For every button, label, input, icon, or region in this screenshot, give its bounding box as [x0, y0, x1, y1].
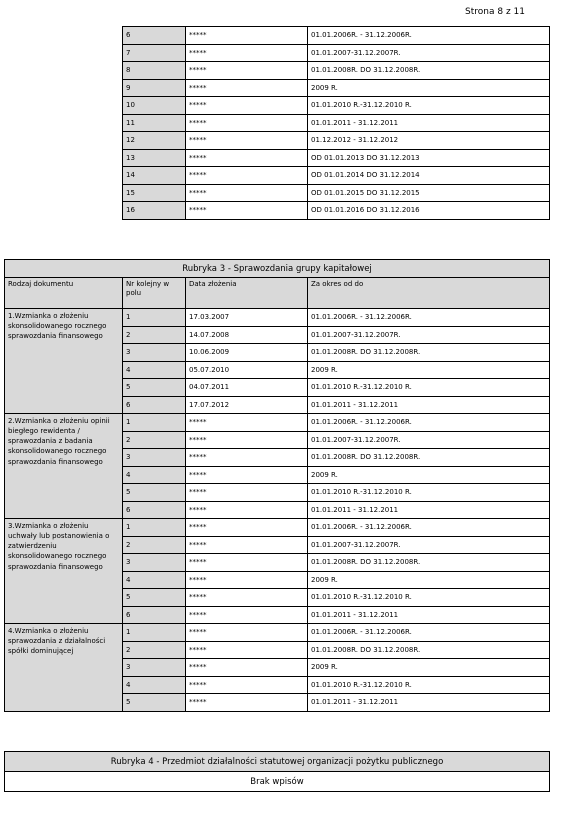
- row-number-cell: 1: [123, 309, 186, 327]
- date-cell: *****: [186, 27, 308, 45]
- row-number-cell: 5: [123, 694, 186, 712]
- date-cell: *****: [186, 466, 308, 484]
- date-cell: *****: [186, 114, 308, 132]
- period-cell: 01.01.2006R. - 31.12.2006R.: [308, 309, 550, 327]
- rubryka-3-title-row: [5, 260, 550, 278]
- date-cell: *****: [186, 676, 308, 694]
- document-type-cell: 1.Wzmianka o złożeniu skonsolidowanego rocznego sprawozdania finansowego: [5, 309, 123, 414]
- rubryka-4-content-row: [5, 772, 550, 792]
- row-number-cell: 6: [123, 396, 186, 414]
- period-cell: 01.01.2011 - 31.12.2011: [308, 396, 550, 414]
- table-row: [123, 27, 550, 45]
- row-number-cell: 3: [123, 554, 186, 572]
- date-cell: *****: [186, 694, 308, 712]
- row-number-cell: 6: [123, 501, 186, 519]
- date-cell: *****: [186, 571, 308, 589]
- period-cell: OD 01.01.2013 DO 31.12.2013: [308, 149, 550, 167]
- row-number-cell: 4: [123, 571, 186, 589]
- period-cell: 01.01.2006R. - 31.12.2006R.: [308, 519, 550, 537]
- date-cell: *****: [186, 484, 308, 502]
- rubryka-4-title: Rubryka 4 - Przedmiot działalności statutowej organizacji pożytku publicznego: [5, 752, 550, 772]
- period-cell: 01.01.2008R. DO 31.12.2008R.: [308, 641, 550, 659]
- table-row: [123, 184, 550, 202]
- row-number-cell: 14: [123, 167, 186, 185]
- date-cell: *****: [186, 659, 308, 677]
- document-type-cell: 4.Wzmianka o złożeniu sprawozdania z działalności spółki dominującej: [5, 624, 123, 712]
- continuation-table: [122, 26, 550, 220]
- page-number: Strona 8 z 11: [465, 7, 525, 17]
- row-number-cell: 2: [123, 326, 186, 344]
- date-cell: 05.07.2010: [186, 361, 308, 379]
- row-number-cell: 2: [123, 641, 186, 659]
- date-cell: *****: [186, 589, 308, 607]
- rubryka-3-header-row: [5, 278, 550, 309]
- date-cell: 10.06.2009: [186, 344, 308, 362]
- date-cell: 04.07.2011: [186, 379, 308, 397]
- date-cell: *****: [186, 62, 308, 80]
- period-cell: 01.01.2006R. - 31.12.2006R.: [308, 414, 550, 432]
- period-cell: 01.01.2008R. DO 31.12.2008R.: [308, 554, 550, 572]
- period-cell: 01.01.2006R. - 31.12.2006R.: [308, 27, 550, 45]
- period-cell: OD 01.01.2016 DO 31.12.2016: [308, 202, 550, 220]
- table-row: [5, 624, 550, 642]
- table-row: [123, 149, 550, 167]
- table-row: [123, 44, 550, 62]
- table-row: [123, 97, 550, 115]
- table-row: [5, 309, 550, 327]
- row-number-cell: 9: [123, 79, 186, 97]
- row-number-cell: 5: [123, 379, 186, 397]
- period-cell: 2009 R.: [308, 659, 550, 677]
- table-row: [5, 519, 550, 537]
- date-cell: *****: [186, 431, 308, 449]
- rubryka-4-content: Brak wpisów: [5, 772, 550, 792]
- date-cell: *****: [186, 501, 308, 519]
- row-number-cell: 2: [123, 431, 186, 449]
- table-row: [123, 202, 550, 220]
- date-cell: *****: [186, 167, 308, 185]
- header-period: Za okres od do: [308, 278, 550, 309]
- period-cell: 01.01.2006R. - 31.12.2006R.: [308, 624, 550, 642]
- date-cell: *****: [186, 554, 308, 572]
- row-number-cell: 10: [123, 97, 186, 115]
- row-number-cell: 5: [123, 589, 186, 607]
- row-number-cell: 13: [123, 149, 186, 167]
- row-number-cell: 16: [123, 202, 186, 220]
- period-cell: 01.01.2011 - 31.12.2011: [308, 694, 550, 712]
- row-number-cell: 7: [123, 44, 186, 62]
- period-cell: 2009 R.: [308, 571, 550, 589]
- row-number-cell: 1: [123, 519, 186, 537]
- row-number-cell: 8: [123, 62, 186, 80]
- table-row: [123, 132, 550, 150]
- date-cell: *****: [186, 149, 308, 167]
- period-cell: 01.12.2012 - 31.12.2012: [308, 132, 550, 150]
- period-cell: 01.01.2007-31.12.2007R.: [308, 326, 550, 344]
- date-cell: 14.07.2008: [186, 326, 308, 344]
- row-number-cell: 6: [123, 27, 186, 45]
- period-cell: 01.01.2010 R.-31.12.2010 R.: [308, 379, 550, 397]
- date-cell: *****: [186, 536, 308, 554]
- date-cell: *****: [186, 449, 308, 467]
- row-number-cell: 5: [123, 484, 186, 502]
- header-nr: Nr kolejny w polu: [123, 278, 186, 309]
- table-row: [123, 62, 550, 80]
- period-cell: 2009 R.: [308, 79, 550, 97]
- row-number-cell: 3: [123, 449, 186, 467]
- period-cell: 01.01.2010 R.-31.12.2010 R.: [308, 589, 550, 607]
- date-cell: *****: [186, 624, 308, 642]
- row-number-cell: 3: [123, 659, 186, 677]
- date-cell: *****: [186, 132, 308, 150]
- row-number-cell: 15: [123, 184, 186, 202]
- table-row: [123, 167, 550, 185]
- period-cell: 01.01.2008R. DO 31.12.2008R.: [308, 62, 550, 80]
- date-cell: *****: [186, 44, 308, 62]
- row-number-cell: 12: [123, 132, 186, 150]
- rubryka-4-table: [4, 751, 550, 792]
- row-number-cell: 1: [123, 414, 186, 432]
- row-number-cell: 1: [123, 624, 186, 642]
- row-number-cell: 4: [123, 466, 186, 484]
- header-date: Data złożenia: [186, 278, 308, 309]
- rubryka-4-title-row: [5, 752, 550, 772]
- date-cell: *****: [186, 519, 308, 537]
- date-cell: *****: [186, 414, 308, 432]
- table-row: [123, 114, 550, 132]
- date-cell: *****: [186, 606, 308, 624]
- period-cell: 01.01.2011 - 31.12.2011: [308, 501, 550, 519]
- row-number-cell: 3: [123, 344, 186, 362]
- table-row: [5, 414, 550, 432]
- period-cell: 01.01.2010 R.-31.12.2010 R.: [308, 97, 550, 115]
- date-cell: *****: [186, 641, 308, 659]
- period-cell: OD 01.01.2015 DO 31.12.2015: [308, 184, 550, 202]
- row-number-cell: 4: [123, 361, 186, 379]
- table-row: [123, 79, 550, 97]
- date-cell: 17.03.2007: [186, 309, 308, 327]
- period-cell: 2009 R.: [308, 361, 550, 379]
- period-cell: 01.01.2011 - 31.12.2011: [308, 606, 550, 624]
- date-cell: *****: [186, 97, 308, 115]
- period-cell: 01.01.2008R. DO 31.12.2008R.: [308, 449, 550, 467]
- header-doc-type: Rodzaj dokumentu: [5, 278, 123, 309]
- period-cell: 01.01.2007-31.12.2007R.: [308, 536, 550, 554]
- period-cell: 01.01.2011 - 31.12.2011: [308, 114, 550, 132]
- date-cell: *****: [186, 202, 308, 220]
- document-type-cell: 3.Wzmianka o złożeniu uchwały lub postanowienia o zatwierdzeniu skonsolidowanego rocznego sprawozdania finansowego: [5, 519, 123, 624]
- date-cell: 17.07.2012: [186, 396, 308, 414]
- period-cell: 2009 R.: [308, 466, 550, 484]
- period-cell: 01.01.2010 R.-31.12.2010 R.: [308, 484, 550, 502]
- period-cell: 01.01.2008R. DO 31.12.2008R.: [308, 344, 550, 362]
- period-cell: 01.01.2007-31.12.2007R.: [308, 431, 550, 449]
- document-type-cell: 2.Wzmianka o złożeniu opinii biegłego rewidenta / sprawozdania z badania skonsolidowanego rocznego sprawozdania finansowego: [5, 414, 123, 519]
- period-cell: 01.01.2007-31.12.2007R.: [308, 44, 550, 62]
- rubryka-3-title: Rubryka 3 - Sprawozdania grupy kapitałowej: [5, 260, 550, 278]
- date-cell: *****: [186, 184, 308, 202]
- row-number-cell: 6: [123, 606, 186, 624]
- period-cell: 01.01.2010 R.-31.12.2010 R.: [308, 676, 550, 694]
- rubryka-3-table: [4, 259, 550, 712]
- period-cell: OD 01.01.2014 DO 31.12.2014: [308, 167, 550, 185]
- row-number-cell: 2: [123, 536, 186, 554]
- row-number-cell: 11: [123, 114, 186, 132]
- row-number-cell: 4: [123, 676, 186, 694]
- date-cell: *****: [186, 79, 308, 97]
